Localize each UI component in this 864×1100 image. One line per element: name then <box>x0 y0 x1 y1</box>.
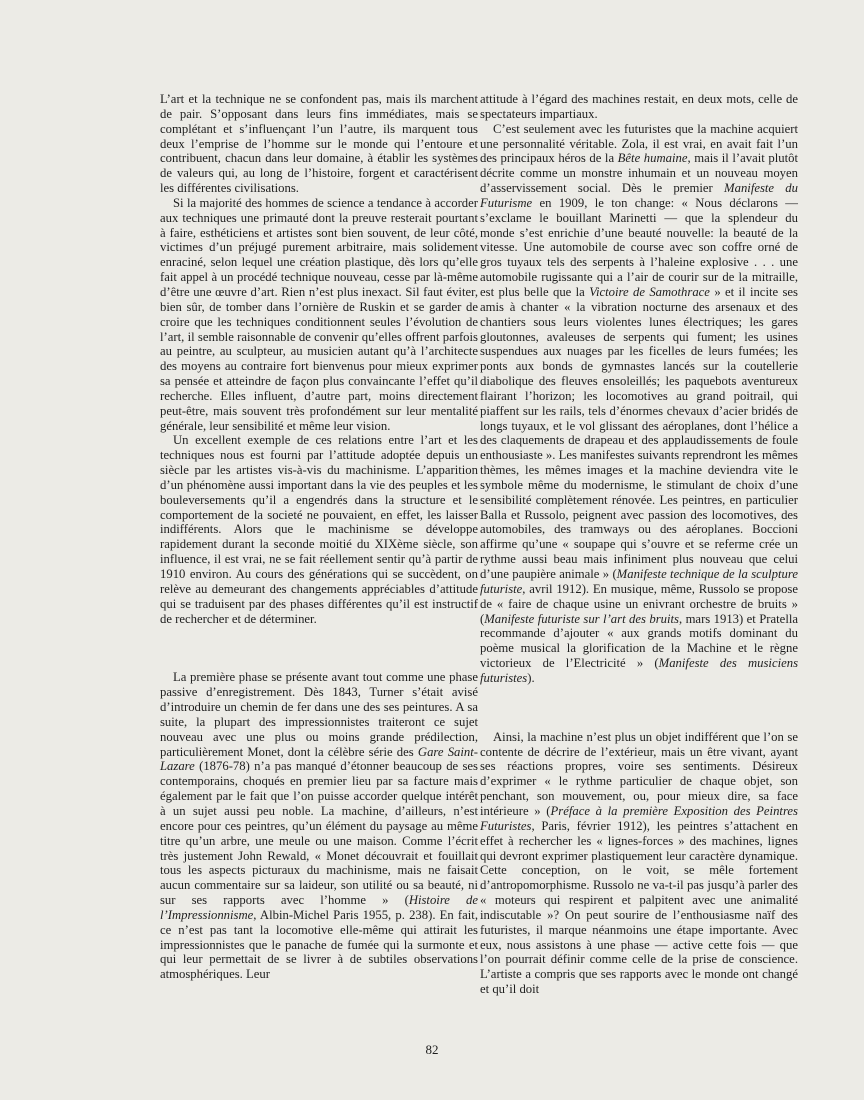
left-column <box>160 92 478 982</box>
paragraph: Ainsi, la machine n’est plus un objet indifférent que l’on se contente de décrire de l’extérieur, mais un être vivant, ayant ses réactions propres, voire ses sentiments. Désireux d’exprimer « le rythme particulier de chaque objet, son penchant, son mouvement, ou, pour mieux dire, sa face intérieure » (Préface à la première Exposition des Peintres Futuristes, Paris, février 1912), les peintres s’attachent en effet à rechercher les « lignes-forces » des machines, lignes qui devront exprimer plastiquement leur caractère dynamique. Cette conception, on le voit, se mêle fortement d’antropomorphisme. Russolo ne va-t-il pas jusqu’à parler des « moteurs qui respirent et palpitent avec une animalité indiscutable »? On peut sourire de l’enthousiasme naïf des futuristes, il marque néanmoins une étape importante. Avec eux, nous assistons à une phase — active cette fois — que l’on pourrait définir comme celle de la prise de conscience. L’artiste a compris que ses rapports avec le monde ont changé et qu’il doit <box>480 729 798 997</box>
paragraph: L’art et la technique ne se confondent pas, mais ils marchent de pair. S’opposant dans leurs fins immédiates, mais se complétant et s’influençant l’un l’autre, ils marquent tous deux l’emprise de l’homme sur le monde qui l’entoure et contribuent, chacun dans leur domaine, à établir les systèmes de valeurs qui, au long de l’histoire, forgent et caractérisent les différentes civilisations. <box>160 92 478 196</box>
page-number: 82 <box>425 1042 439 1057</box>
section-gap <box>480 686 798 730</box>
paragraph: La première phase se présente avant tout comme une phase passive d’enregistrement. Dès 1843, Turner s’était avisé d’introduire un chemin de fer dans une des ses peintures. A sa suite, la plupart des impressionnistes traiteront ce sujet nouveau avec une plus ou moins grande prédilection, particulièrement Monet, dont la célèbre série des Gare Saint-Lazare (1876-78) n’a pas manqué d’étonner beaucoup de ses contemporains, choqués en premier lieu par sa facture mais également par le fait que l’on puisse accorder quelque intérêt à un sujet aussi peu noble. La machine, d’ailleurs, n’est encore pour ces peintres, qu’un élément du paysage au même titre qu’un arbre, une meule ou une maison. Comme l’écrit très justement John Rewald, « Monet découvrait et fouillait tous les aspects picturaux du machinisme, mais ne faisait aucun commentaire sur sa laideur, son utilité ou sa beauté, ni sur ses rapports avec l’homme » (Histoire de l’Impressionnisme, Albin-Michel Paris 1955, p. 238). En fait, ce n’est pas tant la locomotive elle-même qui attirait les impressionnistes que le panache de fumée qui la surmonte et qui leur permettait de se livrer à de subtiles observations atmosphériques. Leur <box>160 670 479 982</box>
paragraph: attitude à l’égard des machines restait, en deux mots, celle de spectateurs impartiaux. <box>480 92 798 121</box>
paragraph: C’est seulement avec les futuristes que la machine acquiert une personnalité véritable. Zola, il est vrai, en avait fait l’un des principaux héros de la Bête humaine, mais il l’avait plutôt décrite comme un monstre inhumain et un nouveau moyen d’asservissement social. Dès le premier Manifeste du Futurisme en 1909, le ton change: « Nous déclarons — s’exclame le bouillant Marinetti — que la splendeur du monde s’est enrichie d’une beauté nouvelle: la beauté de la vitesse. Une automobile de course avec son coffre orné de gros tuyaux tels des serpents à l’haleine explosive . . . une automobile rugissante qui a l’air de courir sur de la mitraille, est plus belle que la Victoire de Samothrace » et il incite ses amis à chanter « la vibration nocturne des arsenaux et des chantiers sous leurs violentes lunes électriques; les gares gloutonnes, avaleuses de serpents qui fument; les usines suspendues aux nuages par les ficelles de leurs fumées; les ponts aux bonds de gymnastes lancés sur la coutellerie diabolique des fleuves ensoleillés; les paquebots aventureux flairant l’horizon; les locomotives au grand poitrail, qui piaffent sur les rails, tels d’énormes chevaux d’acier bridés de longs tuyaux, et le vol glissant des aéroplanes, dont l’hélice a des claquements de drapeau et des applaudissements de foule enthousiaste ». Les manifestes suivants reprendront les mêmes thèmes, les mêmes images et la machine deviendra vite le symbole même du modernisme, le stimulant de choix d’une sensibilité complètement rénovée. Les peintres, en particulier Balla et Russolo, peignent avec passion des locomotives, des automobiles, des tramways ou des aéroplanes. Boccioni affirme qu’une « soupape qui s’ouvre et se referme crée un rythme aussi beau mais infiniment plus nouveau que celui d’une paupière animale » (Manifeste technique de la sculpture futuriste, avril 1912). En musique, même, Russolo se propose de « faire de chaque usine un enivrant orchestre de bruits » (Manifeste futuriste sur l’art des bruits, mars 1913) et Pratella recommande d’ajouter « aux grands motifs dominant du poème musical la glorification de la Machine et le règne victorieux de l’Electricité » (Manifeste des musiciens futuristes). <box>480 121 799 685</box>
section-gap <box>160 626 478 670</box>
right-column <box>480 92 798 997</box>
paragraph: Un excellent exemple de ces relations entre l’art et les techniques nous est fourni par l’attitude adoptée depuis un siècle par les artistes vis-à-vis du machinisme. L’apparition d’un phénomène aussi important dans la vie des peuples et les bouleversements qu’il a engendrés dans la structure et le comportement de la societé ne pouvaient, en effet, les laisser indifférents. Alors que le machinisme se développe rapidement durant la seconde moitié du XIXème siècle, son influence, il est vrai, ne se fait réellement sentir qu’à partir de 1910 environ. Au cours des générations qui se succèdent, on relève au demeurant des changements appréciables d’attitude qui se traduisent par des phases différentes qu’il est instructif de rechercher et de déterminer. <box>160 433 478 626</box>
paragraph: Si la majorité des hommes de science a tendance à accorder aux techniques une primauté dont la preuve resterait pourtant à faire, esthéticiens et artistes sont bien souvent, de leur côté, victimes d’un préjugé purement arbitraire, mais solidement enraciné, selon lequel une création plastique, dès lors qu’elle fait appel à un procédé technique nouveau, cesse par là-même d’être une œuvre d’art. Rien n’est plus inexact. Sil faut éviter, bien sûr, de tomber dans l’ornière de Ruskin et se garder de croire que les techniques conditionnent seules l’évolution de l’art, il semble raisonnable de convenir qu’elles offrent parfois au peintre, au sculpteur, au musicien autant qu’à l’architecte des moyens au contraire fort bienvenus pour mieux exprimer sa pensée et atteindre de façon plus convaincante l’effet qu’il recherche. Elles influent, d’autre part, moins directement peut-être, mais souvent très profondément sur leur mentalité générale, leur sensibilité et même leur vision. <box>160 195 478 433</box>
